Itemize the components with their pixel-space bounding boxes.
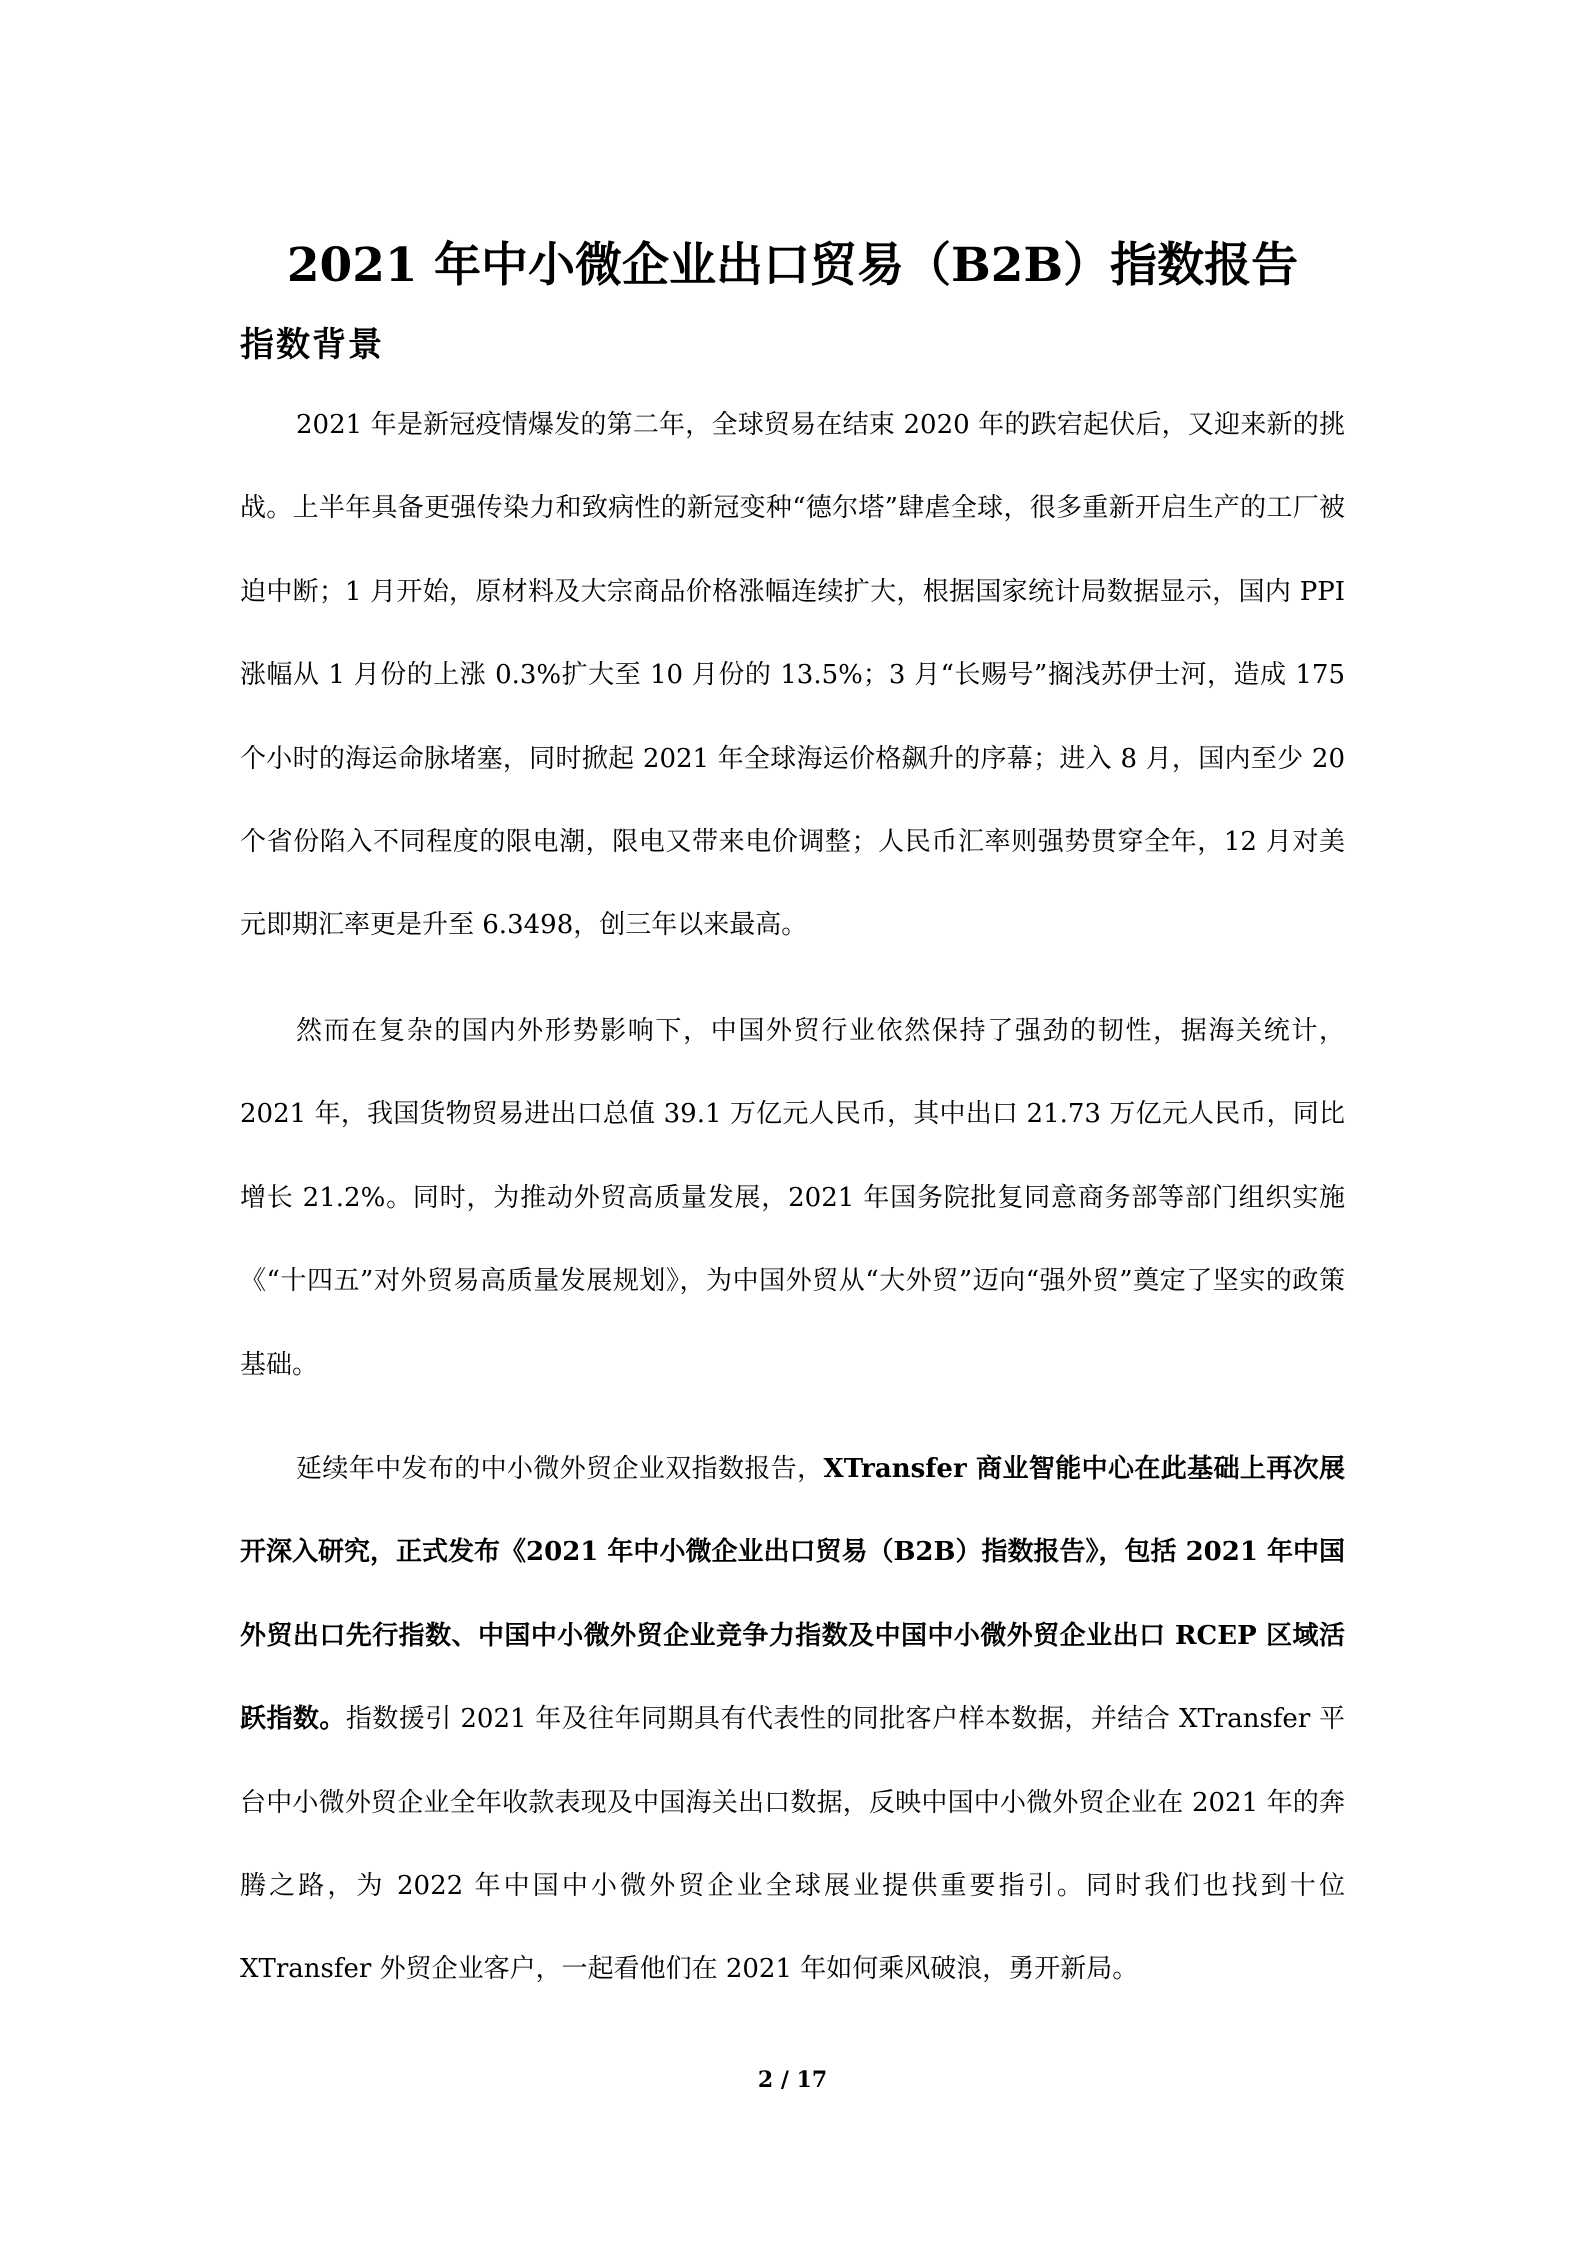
paragraph-background: 2021 年是新冠疫情爆发的第二年，全球贸易在结束 2020 年的跌宕起伏后，又迎来新的挑战。上半年具备更强传染力和致病性的新冠变种“德尔塔”肆虐全球，很多重新开启生产的工厂被迫中断；1 月开始，原材料及大宗商品价格涨幅连续扩大，根据国家统计局数据显示，国内 PPI 涨幅从 1 月份的上涨 0.3%扩大至 10 月份的 13.5%；3 月“长赐号”搁浅苏伊士河，造成 175 个小时的海运命脉堵塞，同时掀起 2021 年全球海运价格飙升的序幕；进入 8 月，国内至少 20 个省份陷入不同程度的限电潮，限电又带来电价调整；人民币汇率则强势贯穿全年，12 月对美元即期汇率更是升至 6.3498，创三年以来最高。 [240, 410, 1345, 941]
paragraph-report-intro [240, 1428, 1345, 2012]
paragraph-report-intro-bold: XTransfer 商业智能中心在此基础上再次展开深入研究，正式发布《2021 年中小微企业出口贸易（B2B）指数报告》，包括 2021 年中国外贸出口先行指数、中国中小微外贸企业竞争力指数及中国中小微外贸企业出口 RCEP 区域活跃指数。 [240, 1454, 1345, 1735]
page-number: 2 / 17 [757, 2067, 828, 2093]
paragraph-report-intro-start: 延续年中发布的中小微外贸企业双指数报告， [296, 1454, 824, 1484]
section-heading: 指数背景 [240, 325, 384, 366]
paragraph-trade-resilience: 然而在复杂的国内外形势影响下，中国外贸行业依然保持了强劲的韧性，据海关统计，2021 年，我国货物贸易进出口总值 39.1 万亿元人民币，其中出口 21.73 万亿元人民币，同比增长 21.2%。同时，为推动外贸高质量发展，2021 年国务院批复同意商务部等部门组织实施《“十四五”对外贸易高质量发展规划》，为中国外贸从“大外贸”迈向“强外贸”奠定了坚实的政策基础。 [240, 1016, 1345, 1380]
document-title: 2021 年中小微企业出口贸易（B2B）指数报告 [286, 238, 1299, 294]
paragraph-report-intro-end: 指数援引 2021 年及往年同期具有代表性的同批客户样本数据，并结合 XTransfer 平台中小微外贸企业全年收款表现及中国海关出口数据，反映中国中小微外贸企业在 2021 年的奔腾之路，为 2022 年中国中小微外贸企业全球展业提供重要指引。同时我们也找到十位 XTransfer 外贸企业客户，一起看他们在 2021 年如何乘风破浪，勇开新局。 [240, 1704, 1345, 1985]
